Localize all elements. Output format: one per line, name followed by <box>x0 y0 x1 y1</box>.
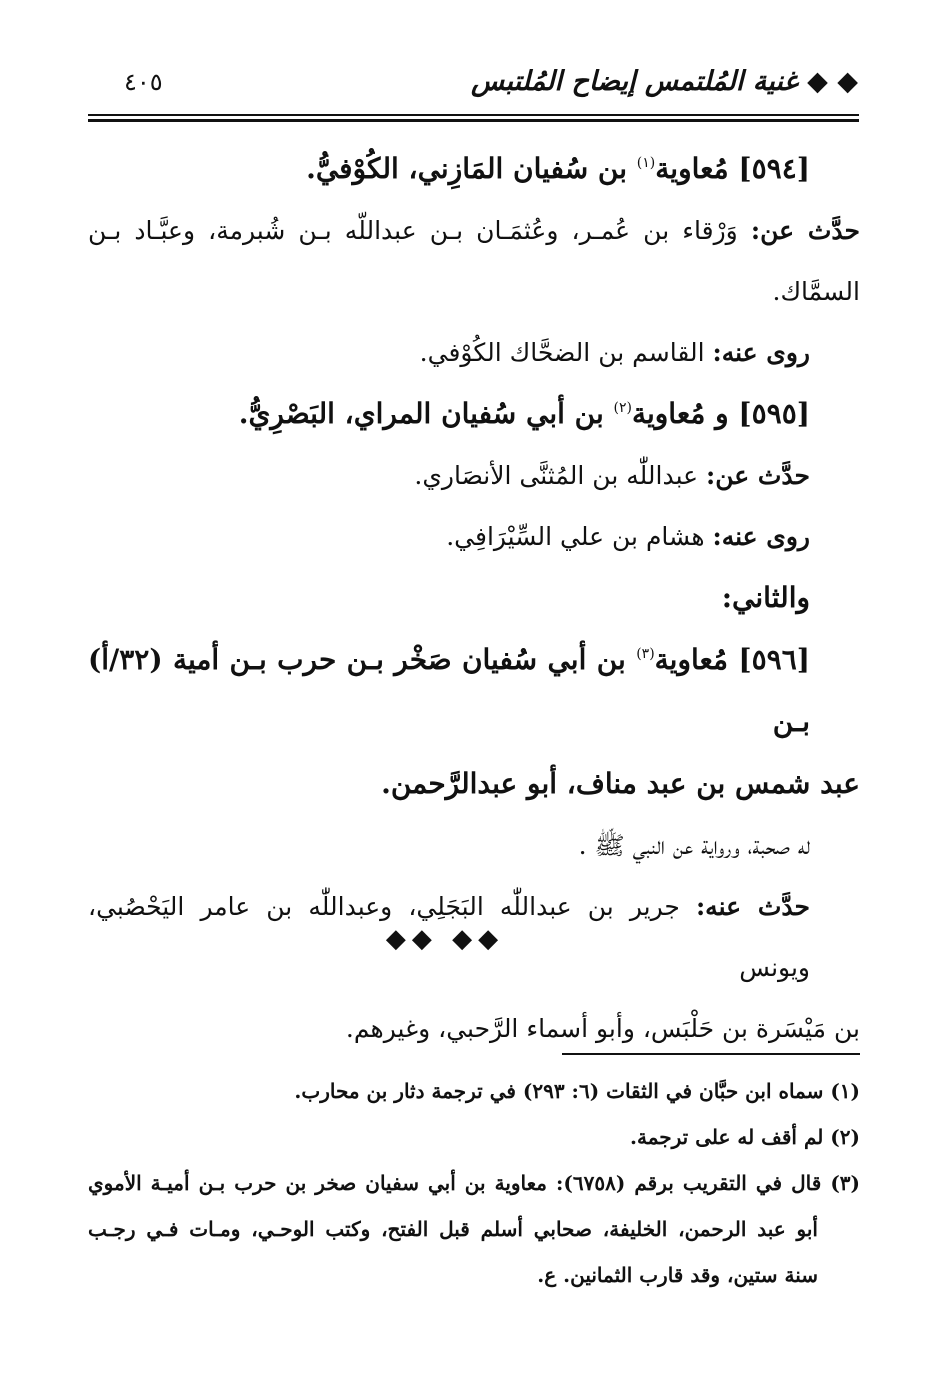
main-text <box>88 138 860 1059</box>
entry-595-narrators: روى عنه: هشام بن علي السِّيْرَافِي. <box>446 522 810 551</box>
page-header <box>88 66 858 106</box>
header-rule-thin <box>88 114 859 116</box>
footnotes <box>88 1068 860 1298</box>
footnote-3-cont: أبو عبد الرحمن، الخليفة، صحابي أسلم قبل الفتح، وكتب الوحـي، ومـات فـي رجـب <box>88 1217 818 1241</box>
entry-594-narrators: روى عنه: القاسم بن الضحَّاك الكُوْفي. <box>419 338 810 367</box>
entry-596-narrators-cont: بن مَيْسَرة بن حَلْبَس، وأبو أسماء الرَّحبي، وغيرهم. <box>345 1014 860 1043</box>
footnote-3-end: سنة ستين، وقد قارب الثمانين. ع. <box>537 1263 818 1287</box>
header-rule-thick <box>88 119 859 122</box>
entry-594-narrated-from-cont: السمَّاك. <box>772 277 860 306</box>
footnote-3: (٣) قال في التقريب برقم (٦٧٥٨): معاوية بن أبي سفيان صخر بن حرب بـن أميـة الأموي <box>88 1171 861 1195</box>
entry-596-heading: [٥٩٦] مُعاوية$^{(٣)}$ بن أبي سُفيان صَخْر بـن حرب بـن أمية (٣٢/أ) بـن <box>88 643 810 738</box>
entry-596-companion: له صحبة، ورواية عن النبي ﷺ . <box>578 831 810 860</box>
second-label: والثاني: <box>721 581 810 614</box>
entry-595-heading: [٥٩٥] و مُعاوية$^{(٢)}$ بن أبي سُفيان المراي، البَصْرِيُّ. <box>238 397 810 430</box>
footnote-1: (١) سماه ابن حبَّان في الثقات (٦: ٢٩٣) في ترجمة دثار بن محارب. <box>294 1079 860 1103</box>
entry-595-narrated-from: حدَّث عن: عبداللّٰه بن المُثنَّى الأنصَاري. <box>414 461 810 490</box>
section-separator: ◆◆ ◆◆ <box>385 924 505 954</box>
entry-594-narrated-from: حدَّث عن: وَرْقاء بن عُمـر، وعُثمَـان بـن عبداللّه بـن شُبرمة، وعبَّـاد بـن <box>88 216 860 245</box>
entry-596-narrators: حدَّث عنه: جرير بن عبداللّٰه البَجَلِي، وعبداللّٰه بن عامر اليَحْصُبي، ويونس <box>88 892 810 982</box>
entry-596-heading-cont: عبد شمس بن عبد مناف، أبو عبدالرَّحمن. <box>381 767 860 800</box>
footnote-rule <box>562 1053 860 1055</box>
page-number: ٤٠٥ <box>124 68 163 96</box>
footnote-2: (٢) لم أقف له على ترجمة. <box>630 1125 860 1149</box>
running-title: ◆ ◆ غنية المُلتمس إيضاح المُلتبس <box>471 66 858 97</box>
entry-594-heading: [٥٩٤] مُعاوية$^{(١)}$ بن سُفيان المَازِني، الكُوْفيُّ. <box>306 152 810 185</box>
